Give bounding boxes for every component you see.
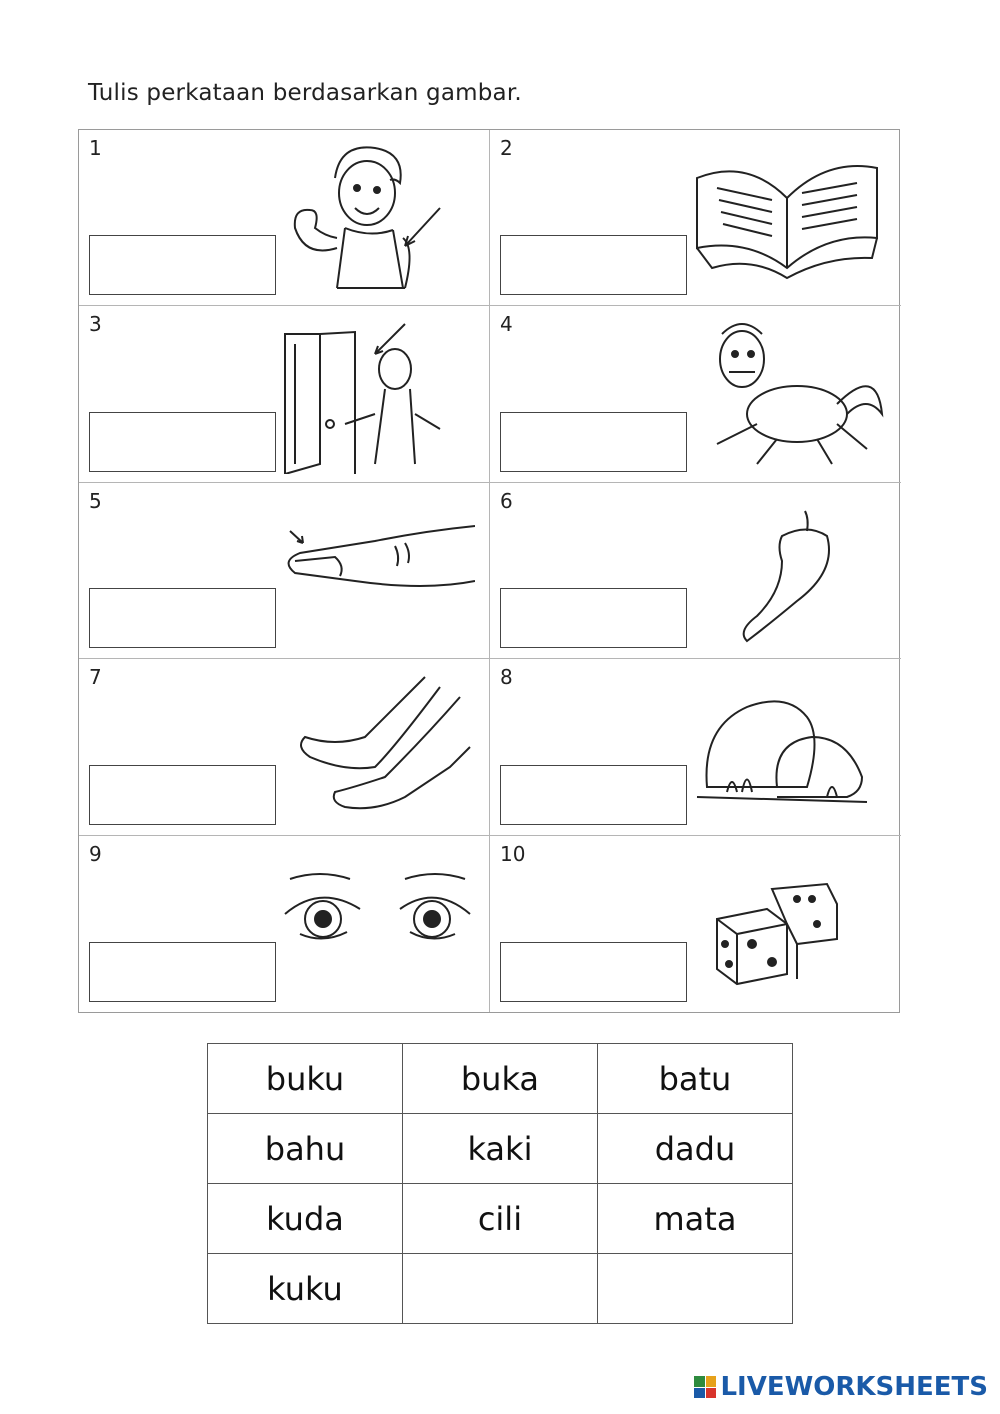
question-cell-4	[490, 306, 901, 482]
word-bank-cell: mata	[597, 1184, 792, 1254]
question-number: 2	[500, 136, 513, 160]
word-bank-cell: buku	[208, 1044, 403, 1114]
question-number: 7	[89, 665, 102, 690]
question-cell-10	[490, 836, 901, 1012]
book-picture	[687, 138, 887, 298]
answer-input-9[interactable]	[89, 942, 276, 1002]
question-cell-5	[79, 483, 490, 659]
word-bank-cell: bahu	[208, 1114, 403, 1184]
logo-square	[706, 1388, 717, 1399]
word-bank-row	[208, 1114, 793, 1184]
boy-shoulder-picture	[275, 138, 475, 298]
dice-picture	[687, 844, 887, 1004]
answer-input-5[interactable]	[89, 588, 276, 648]
exercise-grid	[78, 129, 900, 1013]
question-number: 9	[89, 841, 102, 866]
instruction-text: Tulis perkataan berdasarkan gambar.	[88, 80, 522, 106]
word-bank-cell: cili	[402, 1184, 597, 1254]
question-cell-1	[79, 130, 490, 306]
brand-name: LIVEWORKSHEETS	[720, 1372, 988, 1402]
word-bank-row	[208, 1254, 793, 1324]
answer-input-3[interactable]	[89, 412, 276, 472]
word-bank-row	[208, 1184, 793, 1254]
answer-input-6[interactable]	[500, 588, 687, 648]
chili-picture	[687, 491, 887, 651]
question-number: 8	[500, 665, 513, 690]
question-number: 5	[89, 488, 102, 513]
answer-input-8[interactable]	[500, 765, 687, 825]
word-bank-cell	[402, 1254, 597, 1324]
question-cell-8	[490, 659, 901, 835]
word-bank-cell: kaki	[402, 1114, 597, 1184]
word-bank-cell: batu	[597, 1044, 792, 1114]
open-door-picture	[275, 314, 475, 474]
answer-input-10[interactable]	[500, 942, 687, 1002]
eyes-picture	[275, 844, 475, 1004]
word-bank-cell: buka	[402, 1044, 597, 1114]
word-bank-cell	[597, 1254, 792, 1324]
feet-picture	[275, 667, 475, 827]
logo-square	[706, 1376, 717, 1387]
question-cell-6	[490, 483, 901, 659]
question-cell-9	[79, 836, 490, 1012]
liveworksheets-logo	[694, 1372, 988, 1402]
question-number: 3	[89, 312, 102, 337]
horse-picture	[687, 314, 887, 474]
question-number: 6	[500, 488, 513, 513]
answer-input-2[interactable]	[500, 235, 687, 295]
word-bank-table	[207, 1043, 793, 1324]
question-number: 10	[500, 841, 526, 866]
word-bank-cell: dadu	[597, 1114, 792, 1184]
question-cell-3	[79, 306, 490, 482]
logo-icon	[694, 1376, 716, 1398]
answer-input-1[interactable]	[89, 235, 276, 295]
answer-input-7[interactable]	[89, 765, 276, 825]
word-bank-cell: kuda	[208, 1184, 403, 1254]
word-bank-cell: kuku	[208, 1254, 403, 1324]
question-number: 4	[500, 312, 513, 337]
question-number: 1	[89, 136, 102, 160]
logo-square	[694, 1376, 705, 1387]
logo-square	[694, 1388, 705, 1399]
word-bank-row	[208, 1044, 793, 1114]
question-cell-2	[490, 130, 901, 306]
finger-nail-picture	[275, 491, 475, 651]
rock-picture	[687, 667, 887, 827]
answer-input-4[interactable]	[500, 412, 687, 472]
question-cell-7	[79, 659, 490, 835]
